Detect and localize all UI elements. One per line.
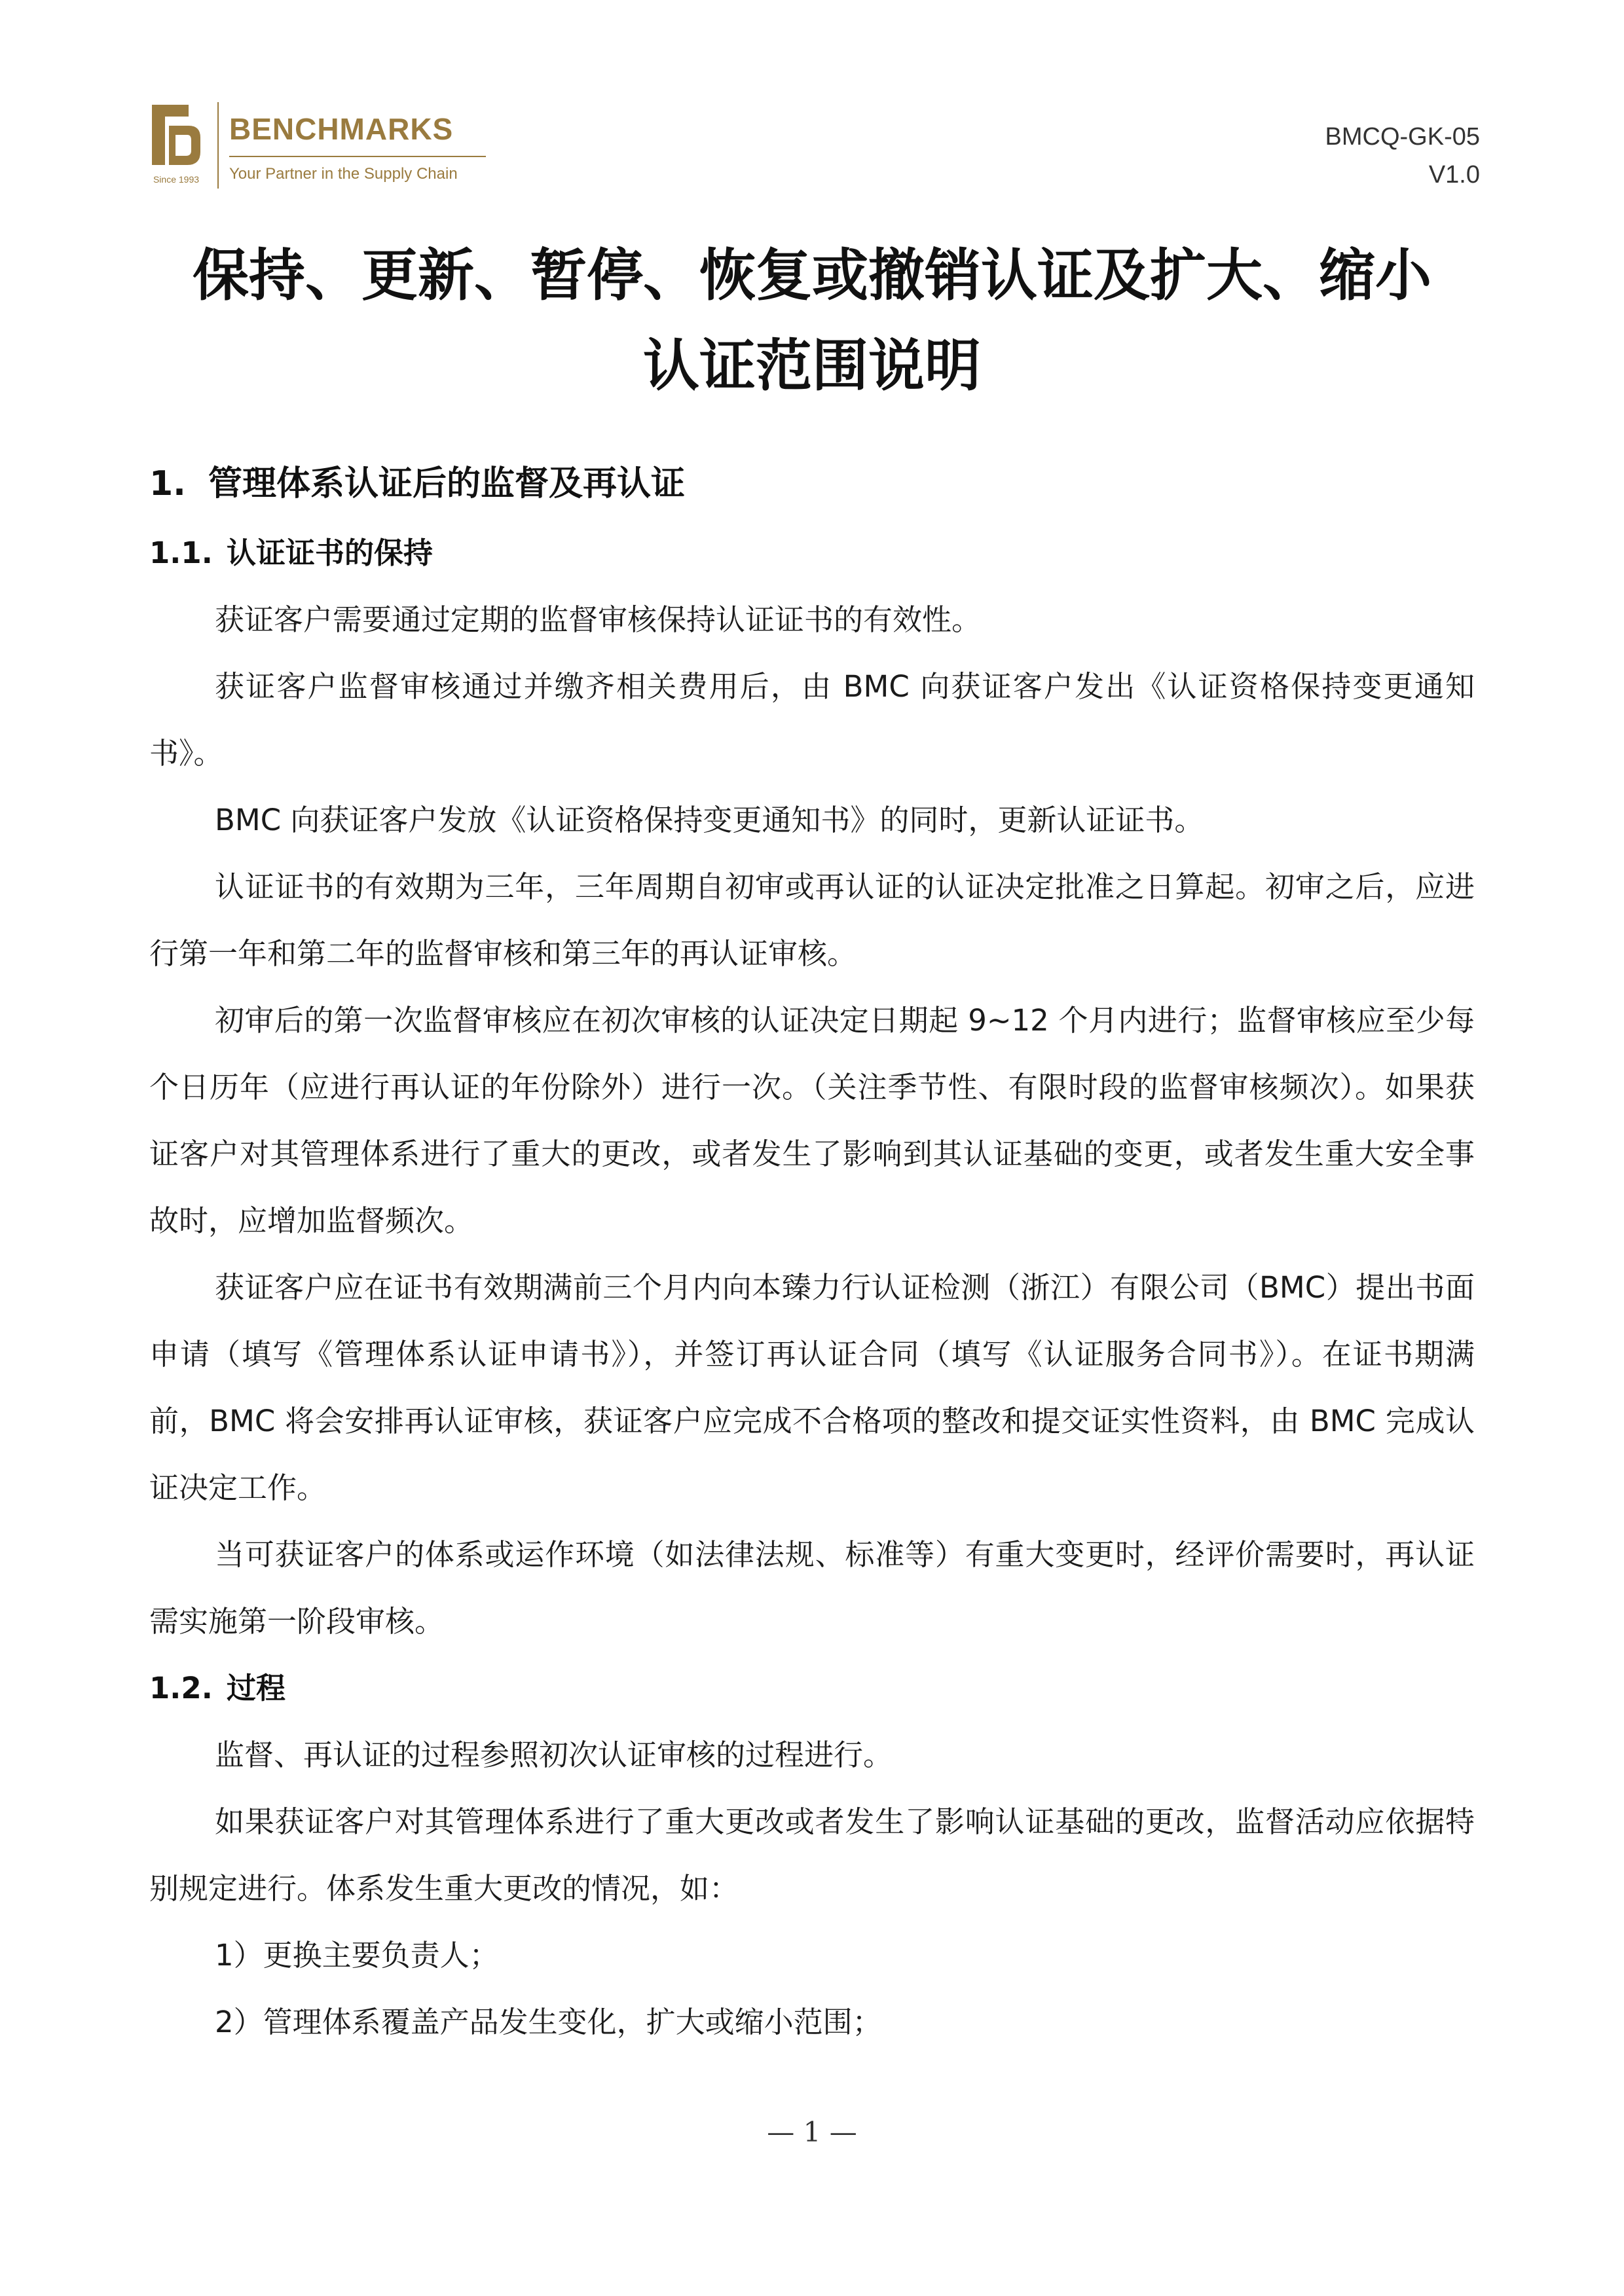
- paragraph: BMC 向获证客户发放《认证资格保持变更通知书》的同时，更新认证证书。: [215, 803, 1204, 837]
- benchmarks-logo-icon: [149, 103, 203, 172]
- logo-company-name: BENCHMARKS: [229, 112, 454, 146]
- section-1-2-number: 1.2.: [149, 1671, 213, 1705]
- section-1-title: 管理体系认证后的监督及再认证: [208, 464, 686, 503]
- section-1-1-number: 1.1.: [149, 536, 213, 570]
- document-title: [131, 230, 1493, 411]
- paragraph: 如果获证客户对其管理体系进行了重大更改或者发生了影响认证基础的更改，监督活动应依据特别规定进行。体系发生重大更改的情况，如：: [149, 1804, 1475, 1906]
- paragraph: 当可获证客户的体系或运作环境（如法律法规、标准等）有重大变更时，经评价需要时，再认证需实施第一阶段审核。: [149, 1537, 1475, 1639]
- document-version: V1.0: [1428, 161, 1480, 189]
- list-item: 1）更换主要负责人；: [215, 1938, 499, 1973]
- logo-since-text: Since 1993: [153, 174, 200, 185]
- paragraph: 初审后的第一次监督审核应在初次审核的认证决定日期起 9~12 个月内进行；监督审核应至少每个日历年（应进行再认证的年份除外）进行一次。（关注季节性、有限时段的监督审核频次）。如果获证客户对其管理体系进行了重大的更改，或者发生了影响到其认证基础的变更，或者发生重大安全事故时，应增加监督频次。: [149, 1003, 1475, 1238]
- paragraph: 获证客户监督审核通过并缴齐相关费用后，由 BMC 向获证客户发出《认证资格保持变更通知书》。: [149, 669, 1475, 771]
- logo-divider: [217, 102, 219, 189]
- document-code-block: [1325, 118, 1480, 194]
- section-1-2-title: 过程: [227, 1671, 286, 1705]
- document-body: [149, 454, 1475, 2056]
- section-1-number: 1.: [149, 464, 186, 503]
- list-item: 2）管理体系覆盖产品发生变化，扩大或缩小范围；: [215, 2005, 882, 2039]
- section-1-1-heading: [149, 520, 1475, 587]
- logo-rule: [229, 156, 486, 157]
- paragraph: 获证客户应在证书有效期满前三个月内向本臻力行认证检测（浙江）有限公司（BMC）提出书面申请（填写《管理体系认证申请书》），并签订再认证合同（填写《认证服务合同书》）。在证书期满前，BMC 将会安排再认证审核，获证客户应完成不合格项的整改和提交证实性资料，由 BMC 完成认证决定工作。: [149, 1270, 1475, 1505]
- document-code: BMCQ-GK-05: [1325, 123, 1480, 151]
- section-1-1-title: 认证证书的保持: [227, 536, 434, 570]
- paragraph: 监督、再认证的过程参照初次认证审核的过程进行。: [215, 1738, 893, 1772]
- document-title-line-2: 认证范围说明: [643, 333, 981, 399]
- paragraph: 认证证书的有效期为三年，三年周期自初审或再认证的认证决定批准之日算起。初审之后，应进行第一年和第二年的监督审核和第三年的再认证审核。: [149, 869, 1475, 971]
- section-1-heading: [149, 454, 1475, 513]
- logo-tagline: Your Partner in the Supply Chain: [229, 165, 458, 183]
- company-logo: [149, 100, 490, 191]
- section-1-2-heading: [149, 1655, 1475, 1722]
- paragraph: 获证客户需要通过定期的监督审核保持认证证书的有效性。: [215, 602, 982, 637]
- document-title-line-1: 保持、更新、暂停、恢复或撤销认证及扩大、缩小: [193, 243, 1431, 308]
- page-number: — 1 —: [767, 2116, 857, 2148]
